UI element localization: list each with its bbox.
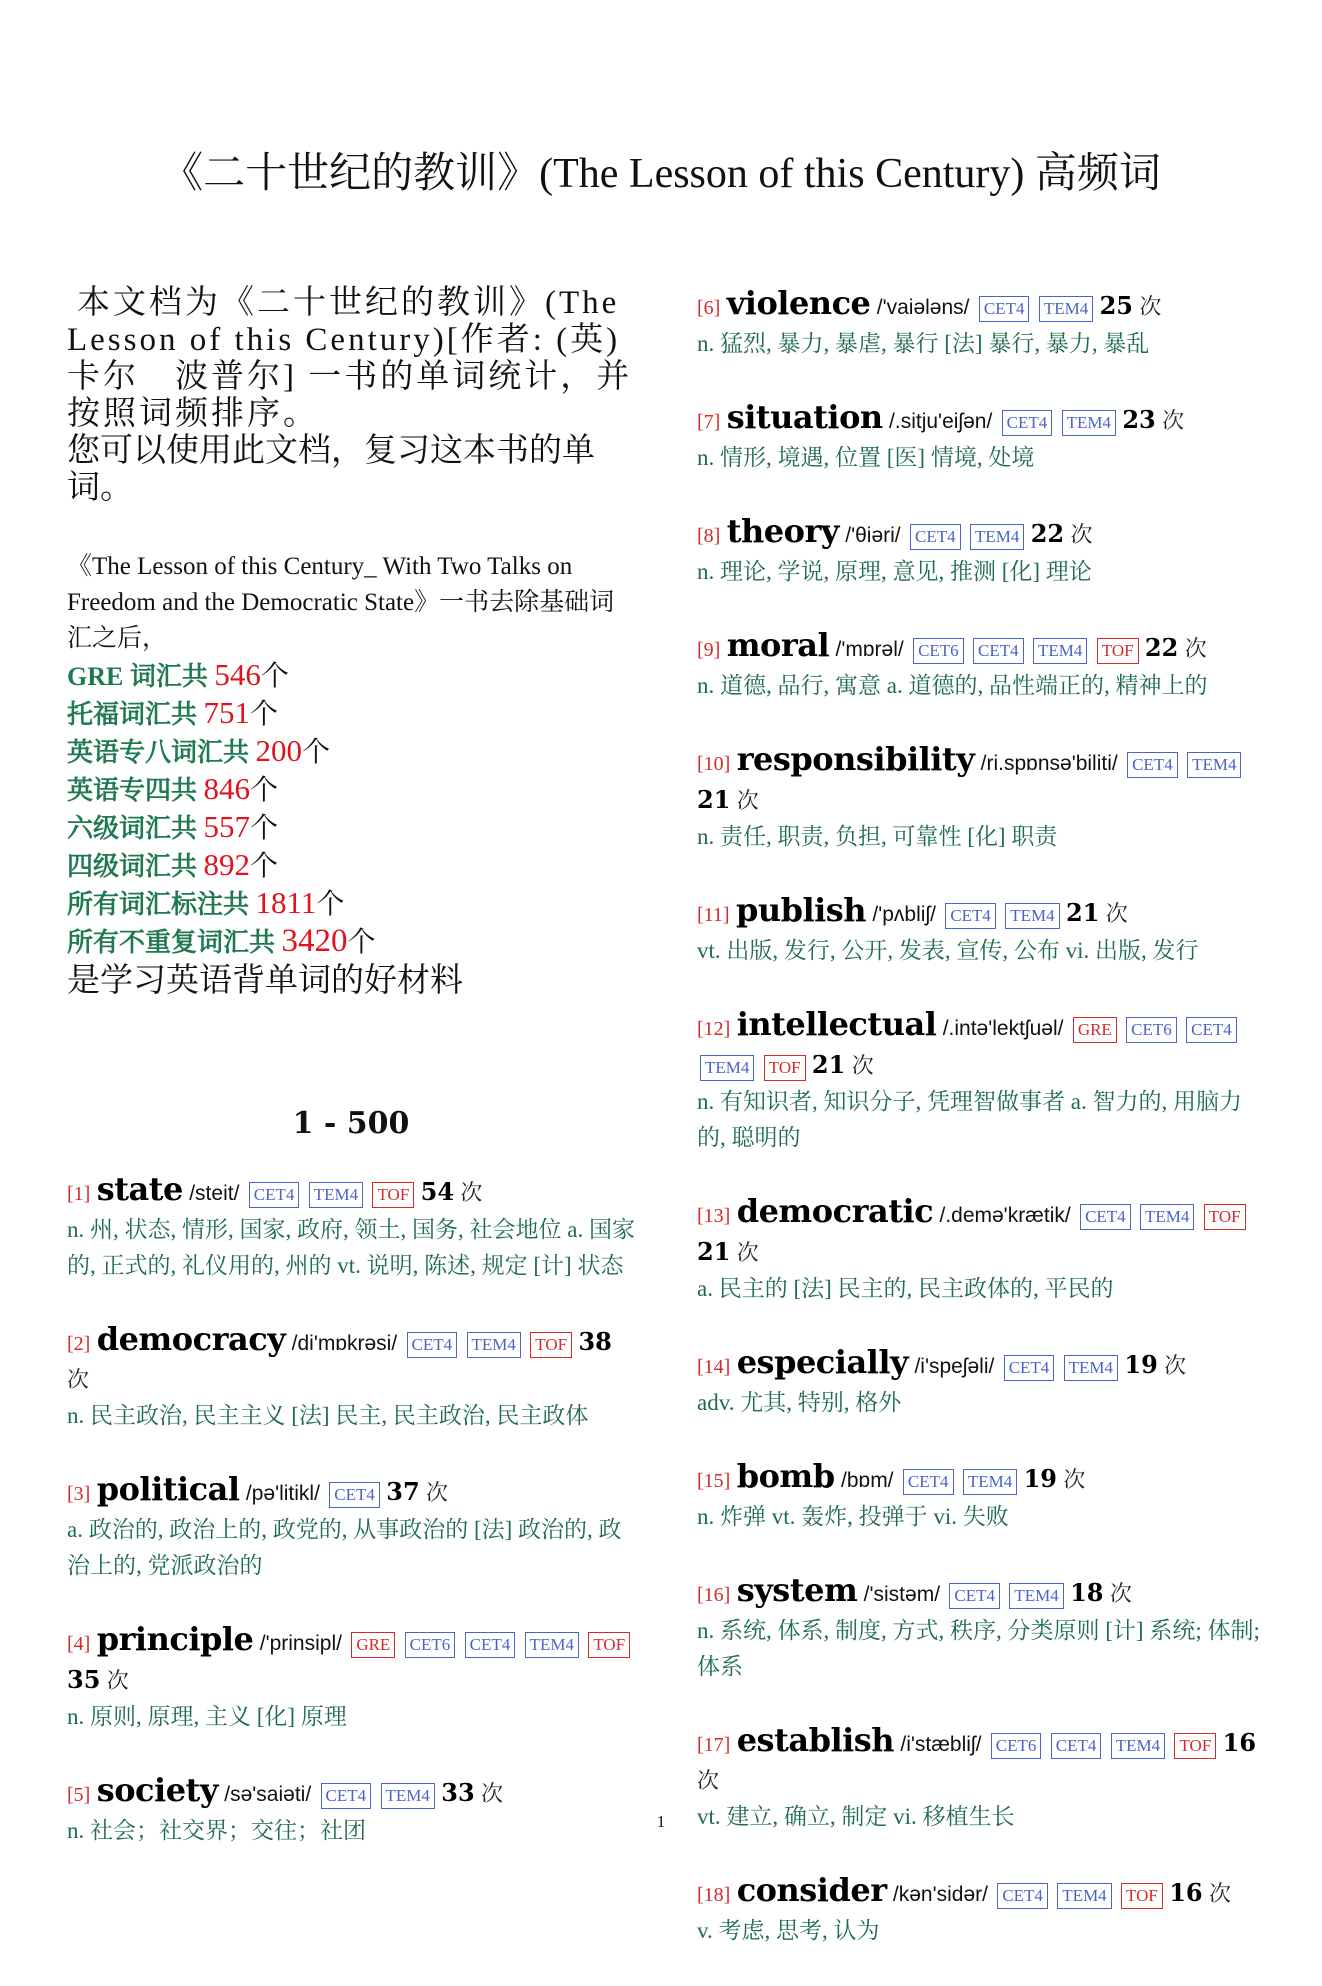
exam-tag-badge: TOF xyxy=(1121,1883,1163,1909)
exam-tag-badge: CET4 xyxy=(407,1332,458,1358)
exam-tag-badge: TEM4 xyxy=(1062,410,1116,436)
entry-phonetic: /'θiəri/ xyxy=(845,524,901,547)
exam-tag-badge: TEM4 xyxy=(700,1055,754,1081)
page-title: 《二十世纪的教训》(The Lesson of this Century) 高频词 xyxy=(161,151,1161,197)
entry-frequency: 19 xyxy=(1023,1464,1058,1493)
entry-frequency: 23 xyxy=(1122,405,1156,434)
stat-value: 557 xyxy=(203,809,251,844)
stat-value: 892 xyxy=(203,847,251,882)
page-number: 1 xyxy=(656,1812,666,1831)
stat-value: 846 xyxy=(203,771,251,806)
entry-headline xyxy=(697,892,1267,933)
entry-headline xyxy=(67,1171,635,1212)
entry-index: [10] xyxy=(697,753,731,775)
stat-label: 六级词汇共 xyxy=(67,814,204,843)
exam-tag-badge: TOF xyxy=(530,1332,572,1358)
entry-definition: n. 民主政治, 民主主义 [法] 民主, 民主政治, 民主政体 xyxy=(67,1403,589,1428)
times-label: 次 xyxy=(1162,408,1185,433)
exam-tag-badge: CET6 xyxy=(991,1733,1042,1759)
exam-tag-badge: TEM4 xyxy=(1009,1583,1063,1609)
exam-tag-badge: CET4 xyxy=(949,1583,1000,1609)
entry-phonetic: /'sistəm/ xyxy=(863,1583,941,1606)
times-label: 次 xyxy=(460,1180,483,1205)
word-entry xyxy=(697,399,1267,476)
entry-headline xyxy=(697,285,1267,326)
entry-index: [13] xyxy=(697,1205,731,1227)
stat-label: 所有词汇标注共 xyxy=(67,890,256,919)
entry-definition: n. 有知识者, 知识分子, 凭理智做事者 a. 智力的, 用脑力的, 聪明的 xyxy=(697,1089,1242,1150)
exam-tag-badge: TEM4 xyxy=(963,1469,1017,1495)
exam-tag-badge: CET4 xyxy=(973,638,1024,664)
exam-tag-badge: CET4 xyxy=(465,1632,516,1658)
stat-row xyxy=(67,847,635,885)
entry-phonetic: /pə'litikl/ xyxy=(245,1482,320,1505)
entry-definition: n. 猛烈, 暴力, 暴虐, 暴行 [法] 暴行, 暴力, 暴乱 xyxy=(697,331,1150,356)
word-entry xyxy=(697,1193,1267,1307)
entry-definition: n. 社会；社交界；交往；社团 xyxy=(67,1818,366,1843)
entry-phonetic: /.intə'lektʃuəl/ xyxy=(942,1017,1064,1040)
word-entry xyxy=(697,1344,1267,1421)
word-entry xyxy=(67,1471,635,1584)
entry-word: situation xyxy=(726,398,883,436)
entry-word: establish xyxy=(736,1721,895,1759)
times-label: 次 xyxy=(1139,294,1162,319)
stat-label: 四级词汇共 xyxy=(67,852,204,881)
stat-unit: 个 xyxy=(250,813,279,844)
entry-definition: v. 考虑, 思考, 认为 xyxy=(697,1918,880,1943)
entry-headline xyxy=(697,627,1267,668)
entry-index: [7] xyxy=(697,411,721,433)
entry-frequency: 37 xyxy=(386,1477,420,1506)
entry-headline xyxy=(697,1193,1267,1271)
entry-headline xyxy=(697,1458,1267,1499)
entry-word: consider xyxy=(736,1871,887,1909)
exam-tag-badge: CET6 xyxy=(405,1632,456,1658)
word-entry xyxy=(697,1872,1267,1949)
entry-headline xyxy=(697,1722,1267,1799)
exam-tag-badge: TEM4 xyxy=(309,1182,363,1208)
exam-tag-badge: GRE xyxy=(1073,1017,1117,1043)
entry-definition: vt. 出版, 发行, 公开, 发表, 宣传, 公布 vi. 出版, 发行 xyxy=(697,938,1199,963)
left-column xyxy=(67,285,635,1886)
word-entry xyxy=(67,1621,635,1735)
entry-frequency: 16 xyxy=(1169,1878,1203,1907)
entry-index: [17] xyxy=(697,1734,731,1756)
word-entry xyxy=(67,1321,635,1434)
entry-definition: n. 原则, 原理, 主义 [化] 原理 xyxy=(67,1704,347,1729)
times-label: 次 xyxy=(106,1668,129,1693)
entries-left xyxy=(67,1171,635,1849)
entry-phonetic: /.sitju'eiʃən/ xyxy=(889,410,993,433)
stat-row xyxy=(67,657,635,695)
stats-list xyxy=(67,657,635,961)
exam-tag-badge: TEM4 xyxy=(525,1632,579,1658)
word-entry xyxy=(67,1772,635,1849)
entry-word: especially xyxy=(736,1343,909,1381)
intro-block xyxy=(67,285,635,507)
entry-frequency: 21 xyxy=(697,1237,731,1266)
word-entry xyxy=(697,892,1267,969)
entry-frequency: 21 xyxy=(811,1050,846,1079)
stat-label: 英语专八词汇共 xyxy=(67,738,256,767)
exam-tag-badge: CET4 xyxy=(1127,752,1178,778)
exam-tag-badge: TOF xyxy=(1097,638,1139,664)
exam-tag-badge: TEM4 xyxy=(1039,296,1093,322)
entry-phonetic: /'vaiələns/ xyxy=(876,296,970,319)
entry-definition: a. 政治的, 政治上的, 政党的, 从事政治的 [法] 政治的, 政治上的, 党派政治的 xyxy=(67,1517,622,1578)
exam-tag-badge: CET6 xyxy=(913,638,964,664)
entry-definition: n. 系统, 体系, 制度, 方式, 秩序, 分类原则 [计] 系统; 体制; 体系 xyxy=(697,1618,1260,1679)
entry-definition: vt. 建立, 确立, 制定 vi. 移植生长 xyxy=(697,1804,1015,1829)
stat-label: 托福词汇共 xyxy=(67,700,204,729)
times-label: 次 xyxy=(1184,636,1207,661)
stat-label: 英语专四共 xyxy=(67,776,204,805)
times-label: 次 xyxy=(851,1053,874,1078)
entry-word: democracy xyxy=(96,1320,286,1358)
stat-unit: 个 xyxy=(250,851,279,882)
entry-word: society xyxy=(96,1771,218,1809)
entry-definition: n. 理论, 学说, 原理, 意见, 推测 [化] 理论 xyxy=(697,559,1092,584)
stat-unit: 个 xyxy=(347,927,376,958)
entry-definition: n. 道德, 品行, 寓意 a. 道德的, 品性端正的, 精神上的 xyxy=(697,673,1208,698)
word-entry xyxy=(697,1006,1267,1156)
entry-frequency: 38 xyxy=(578,1327,612,1356)
exam-tag-badge: CET4 xyxy=(1004,1355,1055,1381)
word-entry xyxy=(697,513,1267,590)
entry-phonetic: /'prinsipl/ xyxy=(259,1632,342,1655)
exam-tag-badge: CET4 xyxy=(1051,1733,1102,1759)
exam-tag-badge: CET4 xyxy=(1002,410,1053,436)
stat-label: 所有不重复词汇共 xyxy=(67,928,282,957)
entry-word: democratic xyxy=(736,1192,934,1230)
times-label: 次 xyxy=(697,1768,720,1793)
exam-tag-badge: TOF xyxy=(1204,1204,1246,1230)
word-entry xyxy=(697,285,1267,362)
entry-frequency: 22 xyxy=(1144,633,1179,662)
exam-tag-badge: TEM4 xyxy=(1111,1733,1165,1759)
stat-value: 546 xyxy=(214,657,261,692)
entry-phonetic: /i'stæbliʃ/ xyxy=(900,1733,982,1756)
entry-index: [6] xyxy=(697,297,721,319)
entry-word: political xyxy=(96,1470,240,1508)
entry-index: [14] xyxy=(697,1356,731,1378)
intro-paragraph-2: 您可以使用此文档，复习这本书的单词。 xyxy=(67,433,595,506)
entry-definition: n. 情形, 境遇, 位置 [医] 情境, 处境 xyxy=(697,445,1035,470)
range-heading: 1 - 500 xyxy=(292,1106,410,1141)
exam-tag-badge: CET4 xyxy=(329,1482,380,1508)
entry-index: [11] xyxy=(697,904,730,926)
word-entry xyxy=(697,1572,1267,1685)
entry-word: theory xyxy=(726,512,839,550)
times-label: 次 xyxy=(1063,1467,1086,1492)
entry-frequency: 22 xyxy=(1030,519,1065,548)
stat-value: 3420 xyxy=(281,923,348,959)
entry-headline xyxy=(697,513,1267,554)
word-entry xyxy=(67,1171,635,1284)
exam-tag-badge: TEM4 xyxy=(1187,752,1241,778)
stat-row xyxy=(67,809,635,847)
entry-index: [5] xyxy=(67,1784,91,1806)
exam-tag-badge: TOF xyxy=(1174,1733,1216,1759)
entry-index: [16] xyxy=(697,1584,731,1606)
stat-row xyxy=(67,733,635,771)
exam-tag-badge: CET4 xyxy=(249,1182,300,1208)
entry-frequency: 25 xyxy=(1099,291,1133,320)
entry-phonetic: /sə'saiəti/ xyxy=(224,1783,312,1806)
exam-tag-badge: CET4 xyxy=(1080,1204,1131,1230)
entry-frequency: 35 xyxy=(67,1665,101,1694)
entry-index: [1] xyxy=(67,1183,91,1205)
exam-tag-badge: TEM4 xyxy=(970,524,1024,550)
exam-tag-badge: TEM4 xyxy=(381,1783,435,1809)
stat-unit: 个 xyxy=(250,775,279,806)
times-label: 次 xyxy=(1208,1881,1231,1906)
entry-index: [2] xyxy=(67,1333,91,1355)
entry-headline xyxy=(67,1621,635,1699)
entry-index: [8] xyxy=(697,525,721,547)
stat-value: 1811 xyxy=(255,885,317,920)
entry-phonetic: /'mɒrəl/ xyxy=(835,638,904,661)
stat-value: 200 xyxy=(255,733,303,768)
entry-index: [15] xyxy=(697,1470,731,1492)
entry-word: state xyxy=(96,1170,183,1208)
word-entry xyxy=(697,741,1267,855)
exam-tag-badge: TEM4 xyxy=(1140,1204,1194,1230)
exam-tag-badge: CET6 xyxy=(1126,1017,1177,1043)
entry-index: [3] xyxy=(67,1483,91,1505)
entry-definition: n. 炸弹 vt. 轰炸, 投弹于 vi. 失败 xyxy=(697,1504,1009,1529)
entry-headline xyxy=(67,1321,635,1398)
exam-tag-badge: TOF xyxy=(372,1182,414,1208)
entry-phonetic: /i'speʃəli/ xyxy=(914,1355,995,1378)
stat-value: 751 xyxy=(203,695,251,730)
exam-tag-badge: TEM4 xyxy=(1057,1883,1111,1909)
entry-frequency: 18 xyxy=(1070,1578,1104,1607)
entry-phonetic: /'pʌbliʃ/ xyxy=(872,903,936,926)
exam-tag-badge: CET4 xyxy=(979,296,1030,322)
exam-tag-badge: CET4 xyxy=(910,524,961,550)
entry-word: moral xyxy=(726,626,830,664)
entry-headline xyxy=(67,1471,635,1512)
summary-lead: 《The Lesson of this Century_ With Two Talks on Freedom and the Democratic State》一书去除基础词汇之后， xyxy=(67,553,615,652)
entry-frequency: 21 xyxy=(697,785,731,814)
entry-headline xyxy=(67,1772,635,1813)
exam-tag-badge: TEM4 xyxy=(1005,903,1059,929)
entry-definition: n. 责任, 职责, 负担, 可靠性 [化] 职责 xyxy=(697,824,1058,849)
entry-definition: n. 州, 状态, 情形, 国家, 政府, 领土, 国务, 社会地位 a. 国家的, 正式的, 礼仪用的, 州的 vt. 说明, 陈述, 规定 [计] 状态 xyxy=(67,1217,635,1278)
entry-word: system xyxy=(736,1571,858,1609)
exam-tag-badge: CET4 xyxy=(321,1783,372,1809)
entry-definition: adv. 尤其, 特别, 格外 xyxy=(697,1390,902,1415)
entry-word: responsibility xyxy=(736,740,975,778)
entry-word: violence xyxy=(726,284,871,322)
entry-frequency: 21 xyxy=(1066,898,1100,927)
entry-headline xyxy=(697,1872,1267,1913)
stat-row xyxy=(67,885,635,923)
entry-word: bomb xyxy=(736,1457,835,1495)
entry-word: principle xyxy=(96,1620,254,1658)
summary-closing: 是学习英语背单词的好材料 xyxy=(67,963,463,999)
entry-headline xyxy=(697,1572,1267,1613)
entry-headline xyxy=(697,399,1267,440)
stat-unit: 个 xyxy=(316,889,345,920)
times-label: 次 xyxy=(1070,522,1093,547)
entry-phonetic: /bɒm/ xyxy=(841,1469,894,1492)
entries-right xyxy=(697,285,1267,1949)
entry-phonetic: /kən'sidər/ xyxy=(892,1883,988,1906)
times-label: 次 xyxy=(1105,901,1128,926)
exam-tag-badge: TOF xyxy=(588,1632,630,1658)
entry-word: publish xyxy=(735,891,867,929)
stat-row xyxy=(67,923,635,961)
entry-word: intellectual xyxy=(736,1005,937,1043)
word-entry xyxy=(697,627,1267,704)
entry-index: [9] xyxy=(697,639,721,661)
entry-phonetic: /di'mɒkrəsi/ xyxy=(291,1332,398,1355)
entry-frequency: 19 xyxy=(1124,1350,1158,1379)
exam-tag-badge: CET4 xyxy=(997,1883,1048,1909)
entry-frequency: 54 xyxy=(420,1177,455,1206)
exam-tag-badge: GRE xyxy=(351,1632,395,1658)
exam-tag-badge: TEM4 xyxy=(467,1332,521,1358)
summary-block xyxy=(67,549,635,1001)
times-label: 次 xyxy=(1109,1581,1132,1606)
times-label: 次 xyxy=(1164,1353,1187,1378)
times-label: 次 xyxy=(736,1240,759,1265)
entry-frequency: 16 xyxy=(1222,1728,1257,1757)
times-label: 次 xyxy=(736,788,759,813)
entry-index: [4] xyxy=(67,1633,91,1655)
exam-tag-badge: CET4 xyxy=(903,1469,954,1495)
stat-row xyxy=(67,695,635,733)
entry-definition: a. 民主的 [法] 民主的, 民主政体的, 平民的 xyxy=(697,1276,1114,1301)
entry-phonetic: /steit/ xyxy=(189,1182,240,1205)
stat-row xyxy=(67,771,635,809)
entry-phonetic: /.demə'krætik/ xyxy=(939,1204,1071,1227)
intro-paragraph-1: 本文档为《二十世纪的教训》(The Lesson of this Century)[作者: (英) 卡尔 波普尔] 一书的单词统计，并按照词频排序。 xyxy=(67,285,633,432)
times-label: 次 xyxy=(481,1781,504,1806)
entry-frequency: 33 xyxy=(441,1778,475,1807)
exam-tag-badge: CET4 xyxy=(1186,1017,1237,1043)
times-label: 次 xyxy=(67,1367,90,1392)
entry-phonetic: /ri.spɒnsə'biliti/ xyxy=(980,752,1118,775)
stat-unit: 个 xyxy=(302,737,331,768)
word-entry xyxy=(697,1458,1267,1535)
exam-tag-badge: TEM4 xyxy=(1033,638,1087,664)
exam-tag-badge: TOF xyxy=(764,1055,806,1081)
exam-tag-badge: CET4 xyxy=(945,903,996,929)
stat-label: GRE 词汇共 xyxy=(67,662,215,691)
entry-headline xyxy=(697,1006,1267,1084)
stat-unit: 个 xyxy=(250,699,279,730)
entry-headline xyxy=(697,741,1267,819)
entry-headline xyxy=(697,1344,1267,1385)
stat-unit: 个 xyxy=(260,661,289,692)
exam-tag-badge: TEM4 xyxy=(1064,1355,1118,1381)
right-column xyxy=(697,285,1267,1986)
times-label: 次 xyxy=(426,1480,449,1505)
entry-index: [18] xyxy=(697,1884,731,1906)
entry-index: [12] xyxy=(697,1018,731,1040)
